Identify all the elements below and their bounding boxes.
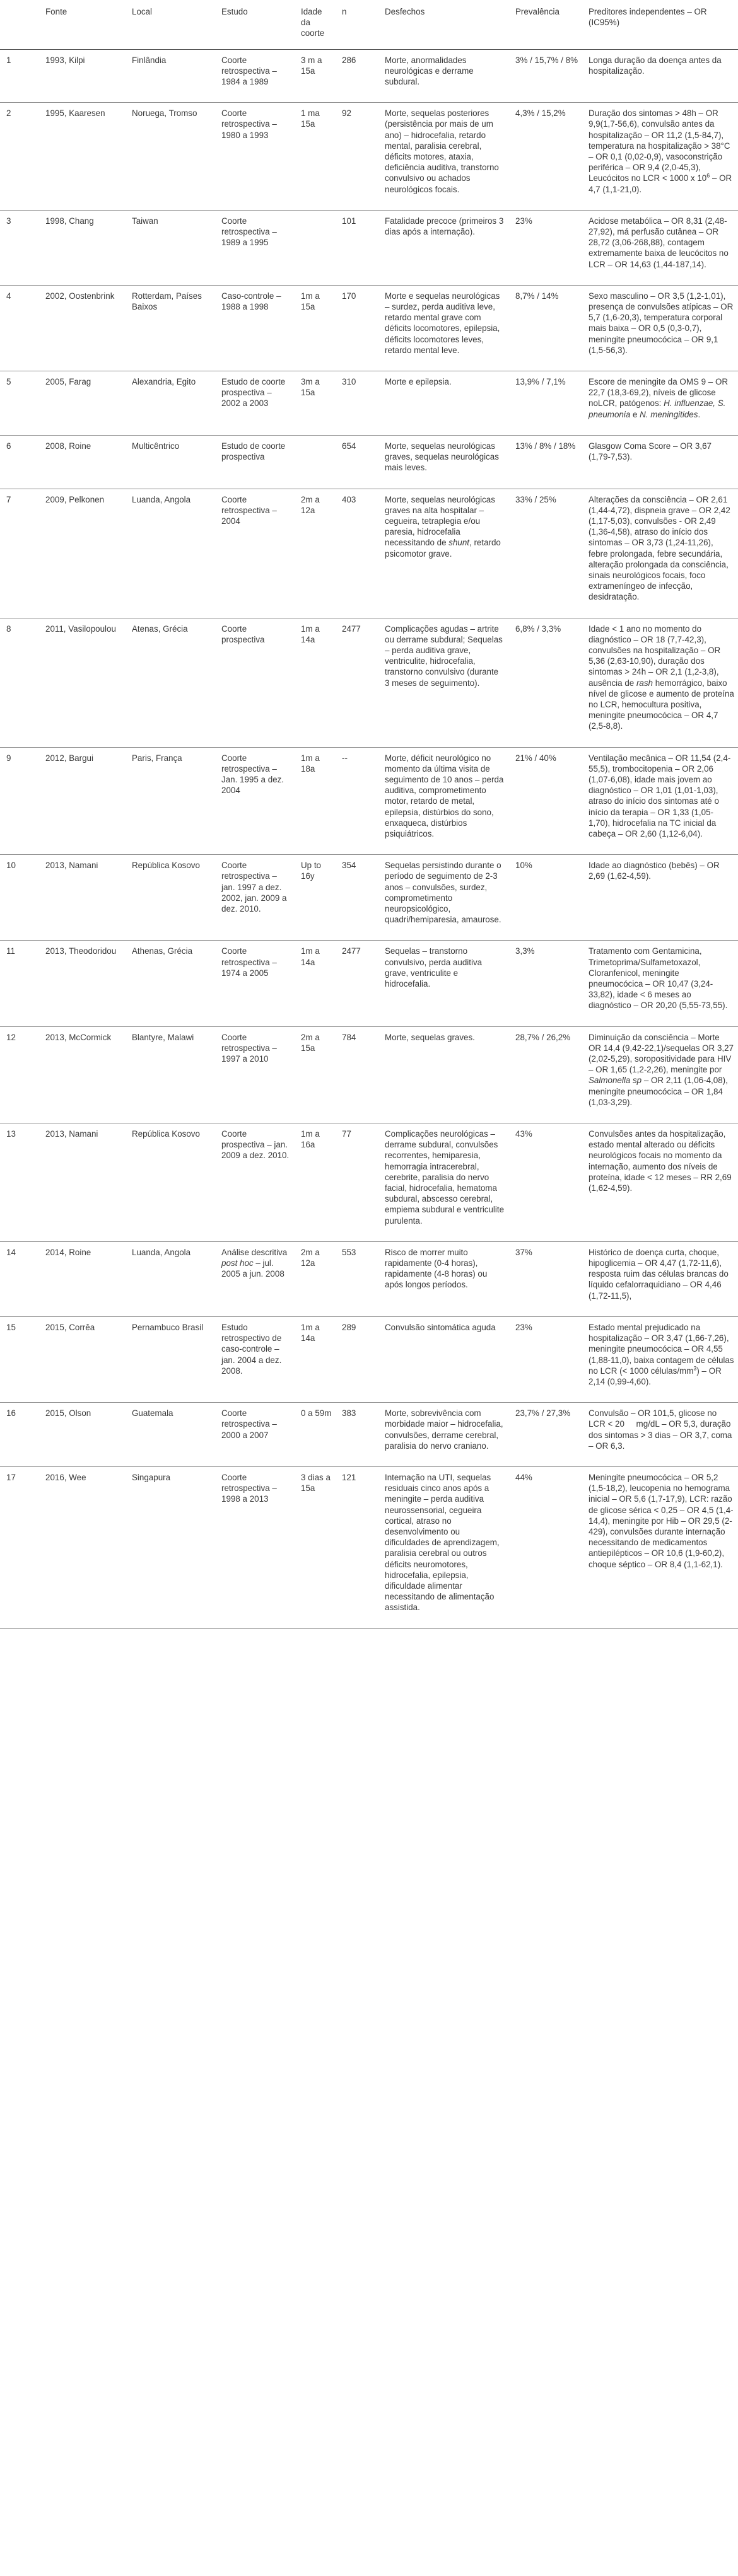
- cell-desfechos: [380, 489, 510, 618]
- cell-prevalencia: 44%: [510, 1466, 583, 1628]
- cell-estudo: Coorte retrospectiva – jan. 1997 a dez. 2002, jan. 2009 a dez. 2010.: [216, 855, 296, 941]
- table-row: [0, 1403, 738, 1467]
- cell-preditores: Glasgow Coma Score – OR 3,67 (1,79-7,53).: [583, 435, 738, 489]
- cell-fonte: 1998, Chang: [40, 210, 127, 285]
- cell-estudo: Coorte retrospectiva – Jan. 1995 a dez. 2004: [216, 747, 296, 855]
- pred-superscript: 6: [706, 172, 710, 179]
- cell-local: Alexandria, Egito: [127, 371, 216, 436]
- cell-local: República Kosovo: [127, 855, 216, 941]
- cell-index: 10: [0, 855, 40, 941]
- pred-text: Idade < 1 ano no momento do diagnóstico – OR 18 (7,7-42,3), convulsões na hospitalização – OR 5,36 (2,63-10,90), duração dos sintomas > 24h – OR 2,1 (1,2-3,8), ausência de: [589, 624, 721, 688]
- pred-text: Estado mental prejudicado na hospitalização – OR 3,47 (1,66-7,26), meningite pneumocócica – OR 4,55 (1,88-11,0), baixa contagem de células no LCR (< 1000 células/mm: [589, 1322, 734, 1376]
- pred-text: Escore de meningite da OMS 9 – OR 22,7 (18,3-69,2), níveis de glicose noLCR, patógenos:: [589, 377, 729, 409]
- cell-preditores: Sexo masculino – OR 3,5 (1,2-1,01), presença de convulsões atípicas – OR 5,7 (1,6-20,3), temperatura corporal mais baixa – OR 0,5 (0,3-0,7), meningite pneumocócica – OR 9,1 (1,5-56,3).: [583, 285, 738, 371]
- pred-text-tail: hemorrágico, baixo nível de glicose e aumento de proteína no LCR, hemocultura positiva, meningite pneumocócica – OR 4,7 (2,5-8,8).: [589, 678, 734, 731]
- pred-italic: rash: [636, 678, 653, 688]
- cell-fonte: 2013, Namani: [40, 1123, 127, 1242]
- cell-idade: 1m a 14a: [296, 1316, 337, 1402]
- cell-desfechos: Sequelas persistindo durante o período de seguimento de 2-3 anos – convulsões, surdez, comprometimento neuropsicológico, quadri/hemiparesia, amaurose.: [380, 855, 510, 941]
- cell-local: Blantyre, Malawi: [127, 1026, 216, 1123]
- cell-estudo: Coorte retrospectiva – 1984 a 1989: [216, 49, 296, 103]
- cell-index: 6: [0, 435, 40, 489]
- cell-n: --: [337, 747, 380, 855]
- pred-italic: H. influenzae, S. pneumonia: [589, 398, 726, 419]
- cell-local: Pernambuco Brasil: [127, 1316, 216, 1402]
- cell-n: 121: [337, 1466, 380, 1628]
- cell-local: Rotterdam, Países Baixos: [127, 285, 216, 371]
- cell-index: 12: [0, 1026, 40, 1123]
- cell-n: 170: [337, 285, 380, 371]
- desfechos-text-tail: , retardo psicomotor grave.: [385, 538, 501, 559]
- cell-index: 3: [0, 210, 40, 285]
- cell-local: Guatemala: [127, 1403, 216, 1467]
- table-row: [0, 103, 738, 211]
- cell-prevalencia: 23%: [510, 210, 583, 285]
- cell-desfechos: Complicações neurológicas – derrame subdural, convulsões recorrentes, hemiparesia, hemorragia intracerebral, cerebrite, paralisia do nervo facial, hidrocefalia, hematoma subdural, abscesso cerebral, empiema subdural e ventriculite purulenta.: [380, 1123, 510, 1242]
- cell-idade: 3 m a 15a: [296, 49, 337, 103]
- cell-idade: 1m a 14a: [296, 941, 337, 1026]
- cell-idade: 1m a 16a: [296, 1123, 337, 1242]
- table-row: [0, 1026, 738, 1123]
- cell-n: 383: [337, 1403, 380, 1467]
- cell-local: Paris, França: [127, 747, 216, 855]
- table-row: [0, 435, 738, 489]
- cell-index: 13: [0, 1123, 40, 1242]
- cell-n: 403: [337, 489, 380, 618]
- cell-idade: 3 dias a 15a: [296, 1466, 337, 1628]
- cell-estudo: Coorte retrospectiva – 2004: [216, 489, 296, 618]
- cell-estudo: Coorte retrospectiva – 1989 a 1995: [216, 210, 296, 285]
- cell-desfechos: Risco de morrer muito rapidamente (0-4 horas), rapidamente (4-8 horas) ou após longos períodos.: [380, 1241, 510, 1316]
- cell-estudo: Coorte retrospectiva – 1980 a 1993: [216, 103, 296, 211]
- cell-local: Athenas, Grécia: [127, 941, 216, 1026]
- cell-n: 354: [337, 855, 380, 941]
- pred-text-tail: – OR 4,7 (1,1-21,0).: [589, 173, 732, 194]
- cell-prevalencia: 21% / 40%: [510, 747, 583, 855]
- cell-fonte: 2012, Bargui: [40, 747, 127, 855]
- cell-preditores: [583, 1316, 738, 1402]
- table-row: [0, 1316, 738, 1402]
- cell-local: República Kosovo: [127, 1123, 216, 1242]
- cell-idade: 2m a 12a: [296, 1241, 337, 1316]
- table-row: [0, 1241, 738, 1316]
- cell-local: Luanda, Angola: [127, 489, 216, 618]
- cell-preditores: [583, 1026, 738, 1123]
- cell-fonte: 2013, Namani: [40, 855, 127, 941]
- cell-estudo: Estudo de coorte prospectiva: [216, 435, 296, 489]
- cell-preditores: Ventilação mecânica – OR 11,54 (2,4-55,5), trombocitopenia – OR 2,06 (1,07-6,08), idade mais jovem ao diagnóstico – OR 1,01 (1,01-1,03), atraso do início dos sintomas até o início da terapia – OR 1,33 (1,05-1,70), hidrocefalia na TC inicial da cabeça – OR 2,60 (1,12-6,04).: [583, 747, 738, 855]
- cell-estudo: Coorte retrospectiva – 2000 a 2007: [216, 1403, 296, 1467]
- cell-prevalencia: 8,7% / 14%: [510, 285, 583, 371]
- table-row: [0, 371, 738, 436]
- table-row: [0, 1466, 738, 1628]
- cell-n: 286: [337, 49, 380, 103]
- cell-fonte: 2016, Wee: [40, 1466, 127, 1628]
- cell-index: 8: [0, 618, 40, 747]
- cell-preditores: Convulsão – OR 101,5, glicose no LCR < 20 mg/dL – OR 5,3, duração dos sintomas > 3 dias – OR 3,7, coma – OR 6,3.: [583, 1403, 738, 1467]
- cell-index: 4: [0, 285, 40, 371]
- cell-prevalencia: 28,7% / 26,2%: [510, 1026, 583, 1123]
- cell-idade: 2m a 12a: [296, 489, 337, 618]
- cell-prevalencia: 13% / 8% / 18%: [510, 435, 583, 489]
- cell-prevalencia: 43%: [510, 1123, 583, 1242]
- cell-prevalencia: 13,9% / 7,1%: [510, 371, 583, 436]
- header-prevalencia: Prevalência: [510, 1, 583, 49]
- cell-index: 15: [0, 1316, 40, 1402]
- table-row: [0, 1123, 738, 1242]
- cell-fonte: 2005, Farag: [40, 371, 127, 436]
- cell-local: Singapura: [127, 1466, 216, 1628]
- header-estudo: Estudo: [216, 1, 296, 49]
- cell-local: Atenas, Grécia: [127, 618, 216, 747]
- cell-local: Noruega, Tromso: [127, 103, 216, 211]
- estudo-text-tail: – jul. 2005 a jun. 2008: [221, 1258, 284, 1279]
- cell-n: 310: [337, 371, 380, 436]
- cell-idade: 1m a 15a: [296, 285, 337, 371]
- cell-prevalencia: 3% / 15,7% / 8%: [510, 49, 583, 103]
- table-row: [0, 747, 738, 855]
- cell-desfechos: Morte e epilepsia.: [380, 371, 510, 436]
- cell-prevalencia: 3,3%: [510, 941, 583, 1026]
- pred-text: Duração dos sintomas > 48h – OR 9,9(1,7-56,6), convulsão antes da hospitalização – OR 11,2 (1,5-84,7), temperatura na hospitalização > 38°C – OR 0,1 (0,02-0,9), vasoconstrição periférica – OR 9,4 (2,0-45,3), Leucócitos no LCR < 1000 x 10: [589, 108, 730, 183]
- cell-desfechos: Internação na UTI, sequelas residuais cinco anos após a meningite – perda auditiva neurossensorial, cegueira cortical, atraso no desenvolvimento ou dificuldades de aprendizagem, paralisia cerebral ou outros déficits neuromotores, hidrocefalia, epilepsia, dificuldade alimentar necessitando de alimentação assistida.: [380, 1466, 510, 1628]
- cell-n: 654: [337, 435, 380, 489]
- cell-prevalencia: 4,3% / 15,2%: [510, 103, 583, 211]
- cell-idade: 1m a 14a: [296, 618, 337, 747]
- table-row: [0, 941, 738, 1026]
- table-body: [0, 49, 738, 1628]
- cell-estudo: Coorte prospectiva – jan. 2009 a dez. 2010.: [216, 1123, 296, 1242]
- table-row: [0, 49, 738, 103]
- cell-desfechos: Morte, sequelas graves.: [380, 1026, 510, 1123]
- cell-index: 1: [0, 49, 40, 103]
- cell-preditores: Acidose metabólica – OR 8,31 (2,48-27,92), má perfusão cutânea – OR 28,72 (3,06-268,88), contagem extremamente baixa de leucócitos no LCR – OR 14,63 (1,44-187,14).: [583, 210, 738, 285]
- cell-n: 92: [337, 103, 380, 211]
- pred-text: Diminuição da consciência – Morte OR 14,4 (9,42-22,1)/sequelas OR 3,27 (2,02-5,29), soropositividade para HIV – OR 1,65 (1,2-2,26), meningite por: [589, 1032, 734, 1075]
- header-desfechos: Desfechos: [380, 1, 510, 49]
- header-fonte: Fonte: [40, 1, 127, 49]
- cell-fonte: 2011, Vasilopoulou: [40, 618, 127, 747]
- cell-local: Multicêntrico: [127, 435, 216, 489]
- cell-fonte: 2015, Corrêa: [40, 1316, 127, 1402]
- table-row: [0, 285, 738, 371]
- cell-idade: [296, 435, 337, 489]
- cell-preditores: Longa duração da doença antes da hospitalização.: [583, 49, 738, 103]
- cell-desfechos: Sequelas – transtorno convulsivo, perda auditiva grave, ventriculite e hidrocefalia.: [380, 941, 510, 1026]
- cell-index: 2: [0, 103, 40, 211]
- cell-desfechos: Morte, anormalidades neurológicas e derrame subdural.: [380, 49, 510, 103]
- cell-preditores: [583, 103, 738, 211]
- pred-italic-2: N. meningitides: [640, 409, 698, 419]
- cell-idade: Up to 16y: [296, 855, 337, 941]
- cell-idade: 1m a 18a: [296, 747, 337, 855]
- cell-preditores: Tratamento com Gentamicina, Trimetoprima/Sulfametoxazol, Cloranfenicol, meningite pneumocócica – OR 10,47 (3,24-33,82), idade < 6 meses ao diagnóstico – OR 20,20 (5,55-73,55).: [583, 941, 738, 1026]
- header-index: [0, 1, 40, 49]
- cell-idade: 0 a 59m: [296, 1403, 337, 1467]
- cell-preditores: Convulsões antes da hospitalização, estado mental alterado ou déficits neurológicos focais no momento da internação, aumento dos níveis de proteína, idade < 12 meses – RR 2,69 (1,62-4,59).: [583, 1123, 738, 1242]
- cell-index: 5: [0, 371, 40, 436]
- cell-idade: 1 ma 15a: [296, 103, 337, 211]
- outcomes-table: [0, 1, 738, 1629]
- cell-preditores: Meningite pneumocócica – OR 5,2 (1,5-18,2), leucopenia no hemograma inicial – OR 5,6 (1,7-17,9), LCR: razão de glicose sérica < 0,25 – OR 4,5 (1,4-14,4), meningite por Hib – OR 29,5 (2-429), convulsões durante internação necessitando de medicamentos antiepilépticos – OR 10,6 (1,9-60,2), choque séptico – OR 8,4 (1,1-62,1).: [583, 1466, 738, 1628]
- cell-local: Luanda, Angola: [127, 1241, 216, 1316]
- pred-text-tail: ) – OR 2,14 (0,99-4,60).: [589, 1366, 722, 1386]
- cell-fonte: 1995, Kaaresen: [40, 103, 127, 211]
- cell-preditores: Alterações da consciência – OR 2,61 (1,44-4,72), dispneia grave – OR 2,42 (1,17-5,03), convulsões - OR 2,49 (1,36-4,58), atraso do início dos sintomas – OR 3,73 (1,24-11,26), febre prolongada, febre secundária, alteração prolongada da consciência, sinais neurológicos focais, foco extrameníngeo de infecção, desidratação.: [583, 489, 738, 618]
- cell-n: 553: [337, 1241, 380, 1316]
- table-row: [0, 210, 738, 285]
- cell-index: 9: [0, 747, 40, 855]
- cell-fonte: 2008, Roine: [40, 435, 127, 489]
- cell-preditores: [583, 371, 738, 436]
- cell-desfechos: Morte, déficit neurológico no momento da última visita de seguimento de 10 anos – perda auditiva, comprometimento motor, retardo de metal, epilepsia, distúrbios do sono, enxaqueca, distúrbios psiquiátricos.: [380, 747, 510, 855]
- cell-desfechos: Complicações agudas – artrite ou derrame subdural; Sequelas – perda auditiva grave, ventriculite, hidrocefalia, transtorno convulsivo (durante 3 meses de seguimento).: [380, 618, 510, 747]
- cell-preditores: [583, 618, 738, 747]
- cell-n: 2477: [337, 618, 380, 747]
- cell-n: 77: [337, 1123, 380, 1242]
- cell-n: 289: [337, 1316, 380, 1402]
- header-preditores: Preditores independentes – OR (IC95%): [583, 1, 738, 49]
- desfechos-italic: shunt: [448, 538, 470, 548]
- cell-desfechos: Morte e sequelas neurológicas – surdez, perda auditiva leve, retardo mental grave com déficits locomotores, epilepsia, déficits locomotores leves, retardo mental leve.: [380, 285, 510, 371]
- cell-index: 16: [0, 1403, 40, 1467]
- cell-idade: [296, 210, 337, 285]
- header-local: Local: [127, 1, 216, 49]
- cell-local: Taiwan: [127, 210, 216, 285]
- cell-local: Finlândia: [127, 49, 216, 103]
- cell-estudo: Coorte retrospectiva – 1998 a 2013: [216, 1466, 296, 1628]
- cell-prevalencia: 33% / 25%: [510, 489, 583, 618]
- cell-n: 784: [337, 1026, 380, 1123]
- cell-fonte: 2013, McCormick: [40, 1026, 127, 1123]
- desfechos-text: Morte, sequelas neurológicas graves na alta hospitalar – cegueira, tetraplegia e/ou paresia, hidrocefalia necessitando de: [385, 494, 495, 548]
- cell-fonte: 2015, Olson: [40, 1403, 127, 1467]
- header-idade: Idade da coorte: [296, 1, 337, 49]
- cell-index: 14: [0, 1241, 40, 1316]
- cell-n: 2477: [337, 941, 380, 1026]
- pred-italic: Salmonella sp: [589, 1076, 642, 1086]
- cell-estudo: Coorte retrospectiva – 1974 a 2005: [216, 941, 296, 1026]
- cell-prevalencia: 23,7% / 27,3%: [510, 1403, 583, 1467]
- cell-estudo: Caso-controle – 1988 a 1998: [216, 285, 296, 371]
- cell-preditores: Histórico de doença curta, choque, hipoglicemia – OR 4,47 (1,72-11,6), resposta ruim das células brancas do líquido cefalorraquidiano – OR 4,46 (1,72-11,5),: [583, 1241, 738, 1316]
- table-row: [0, 489, 738, 618]
- cell-idade: 3m a 15a: [296, 371, 337, 436]
- cell-fonte: 2013, Theodoridou: [40, 941, 127, 1026]
- cell-estudo: Estudo de coorte prospectiva – 2002 a 2003: [216, 371, 296, 436]
- cell-desfechos: Convulsão sintomática aguda: [380, 1316, 510, 1402]
- cell-fonte: 2014, Roine: [40, 1241, 127, 1316]
- cell-fonte: 2002, Oostenbrink: [40, 285, 127, 371]
- header-row: [0, 1, 738, 49]
- estudo-text: Análise descritiva: [221, 1247, 288, 1257]
- cell-estudo: Estudo retrospectivo de caso-controle – jan. 2004 a dez. 2008.: [216, 1316, 296, 1402]
- cell-index: 17: [0, 1466, 40, 1628]
- cell-estudo: Coorte retrospectiva – 1997 a 2010: [216, 1026, 296, 1123]
- cell-desfechos: Morte, sequelas posteriores (persistência por mais de um ano) – hidrocefalia, retardo mental, paralisia cerebral, déficits motores, ataxia, deficiência auditiva, transtorno convulsivo ou achados neurológicos focais.: [380, 103, 510, 211]
- cell-prevalencia: 10%: [510, 855, 583, 941]
- table-row: [0, 618, 738, 747]
- cell-idade: 2m a 15a: [296, 1026, 337, 1123]
- cell-preditores: Idade ao diagnóstico (bebês) – OR 2,69 (1,62-4,59).: [583, 855, 738, 941]
- cell-prevalencia: 23%: [510, 1316, 583, 1402]
- cell-n: 101: [337, 210, 380, 285]
- header-n: n: [337, 1, 380, 49]
- pred-text-tail: – OR 2,11 (1,06-4,08), meningite pneumocócica – OR 1,84 (1,03-3,29).: [589, 1076, 728, 1107]
- table-row: [0, 855, 738, 941]
- cell-estudo: [216, 1241, 296, 1316]
- cell-index: 7: [0, 489, 40, 618]
- pred-text-end: .: [698, 409, 701, 419]
- cell-index: 11: [0, 941, 40, 1026]
- estudo-italic: post hoc: [221, 1258, 254, 1268]
- cell-fonte: 2009, Pelkonen: [40, 489, 127, 618]
- cell-desfechos: Fatalidade precoce (primeiros 3 dias após a internação).: [380, 210, 510, 285]
- cell-desfechos: Morte, sequelas neurológicas graves, sequelas neurológicas mais leves.: [380, 435, 510, 489]
- cell-desfechos: Morte, sobrevivência com morbidade maior – hidrocefalia, convulsões, derrame cerebral, paralisia do nervo craniano.: [380, 1403, 510, 1467]
- cell-estudo: Coorte prospectiva: [216, 618, 296, 747]
- table-header: [0, 1, 738, 49]
- cell-prevalencia: 6,8% / 3,3%: [510, 618, 583, 747]
- cell-fonte: 1993, Kilpi: [40, 49, 127, 103]
- pred-text-mid: e: [630, 409, 640, 419]
- cell-prevalencia: 37%: [510, 1241, 583, 1316]
- pred-superscript: 3: [693, 1365, 697, 1372]
